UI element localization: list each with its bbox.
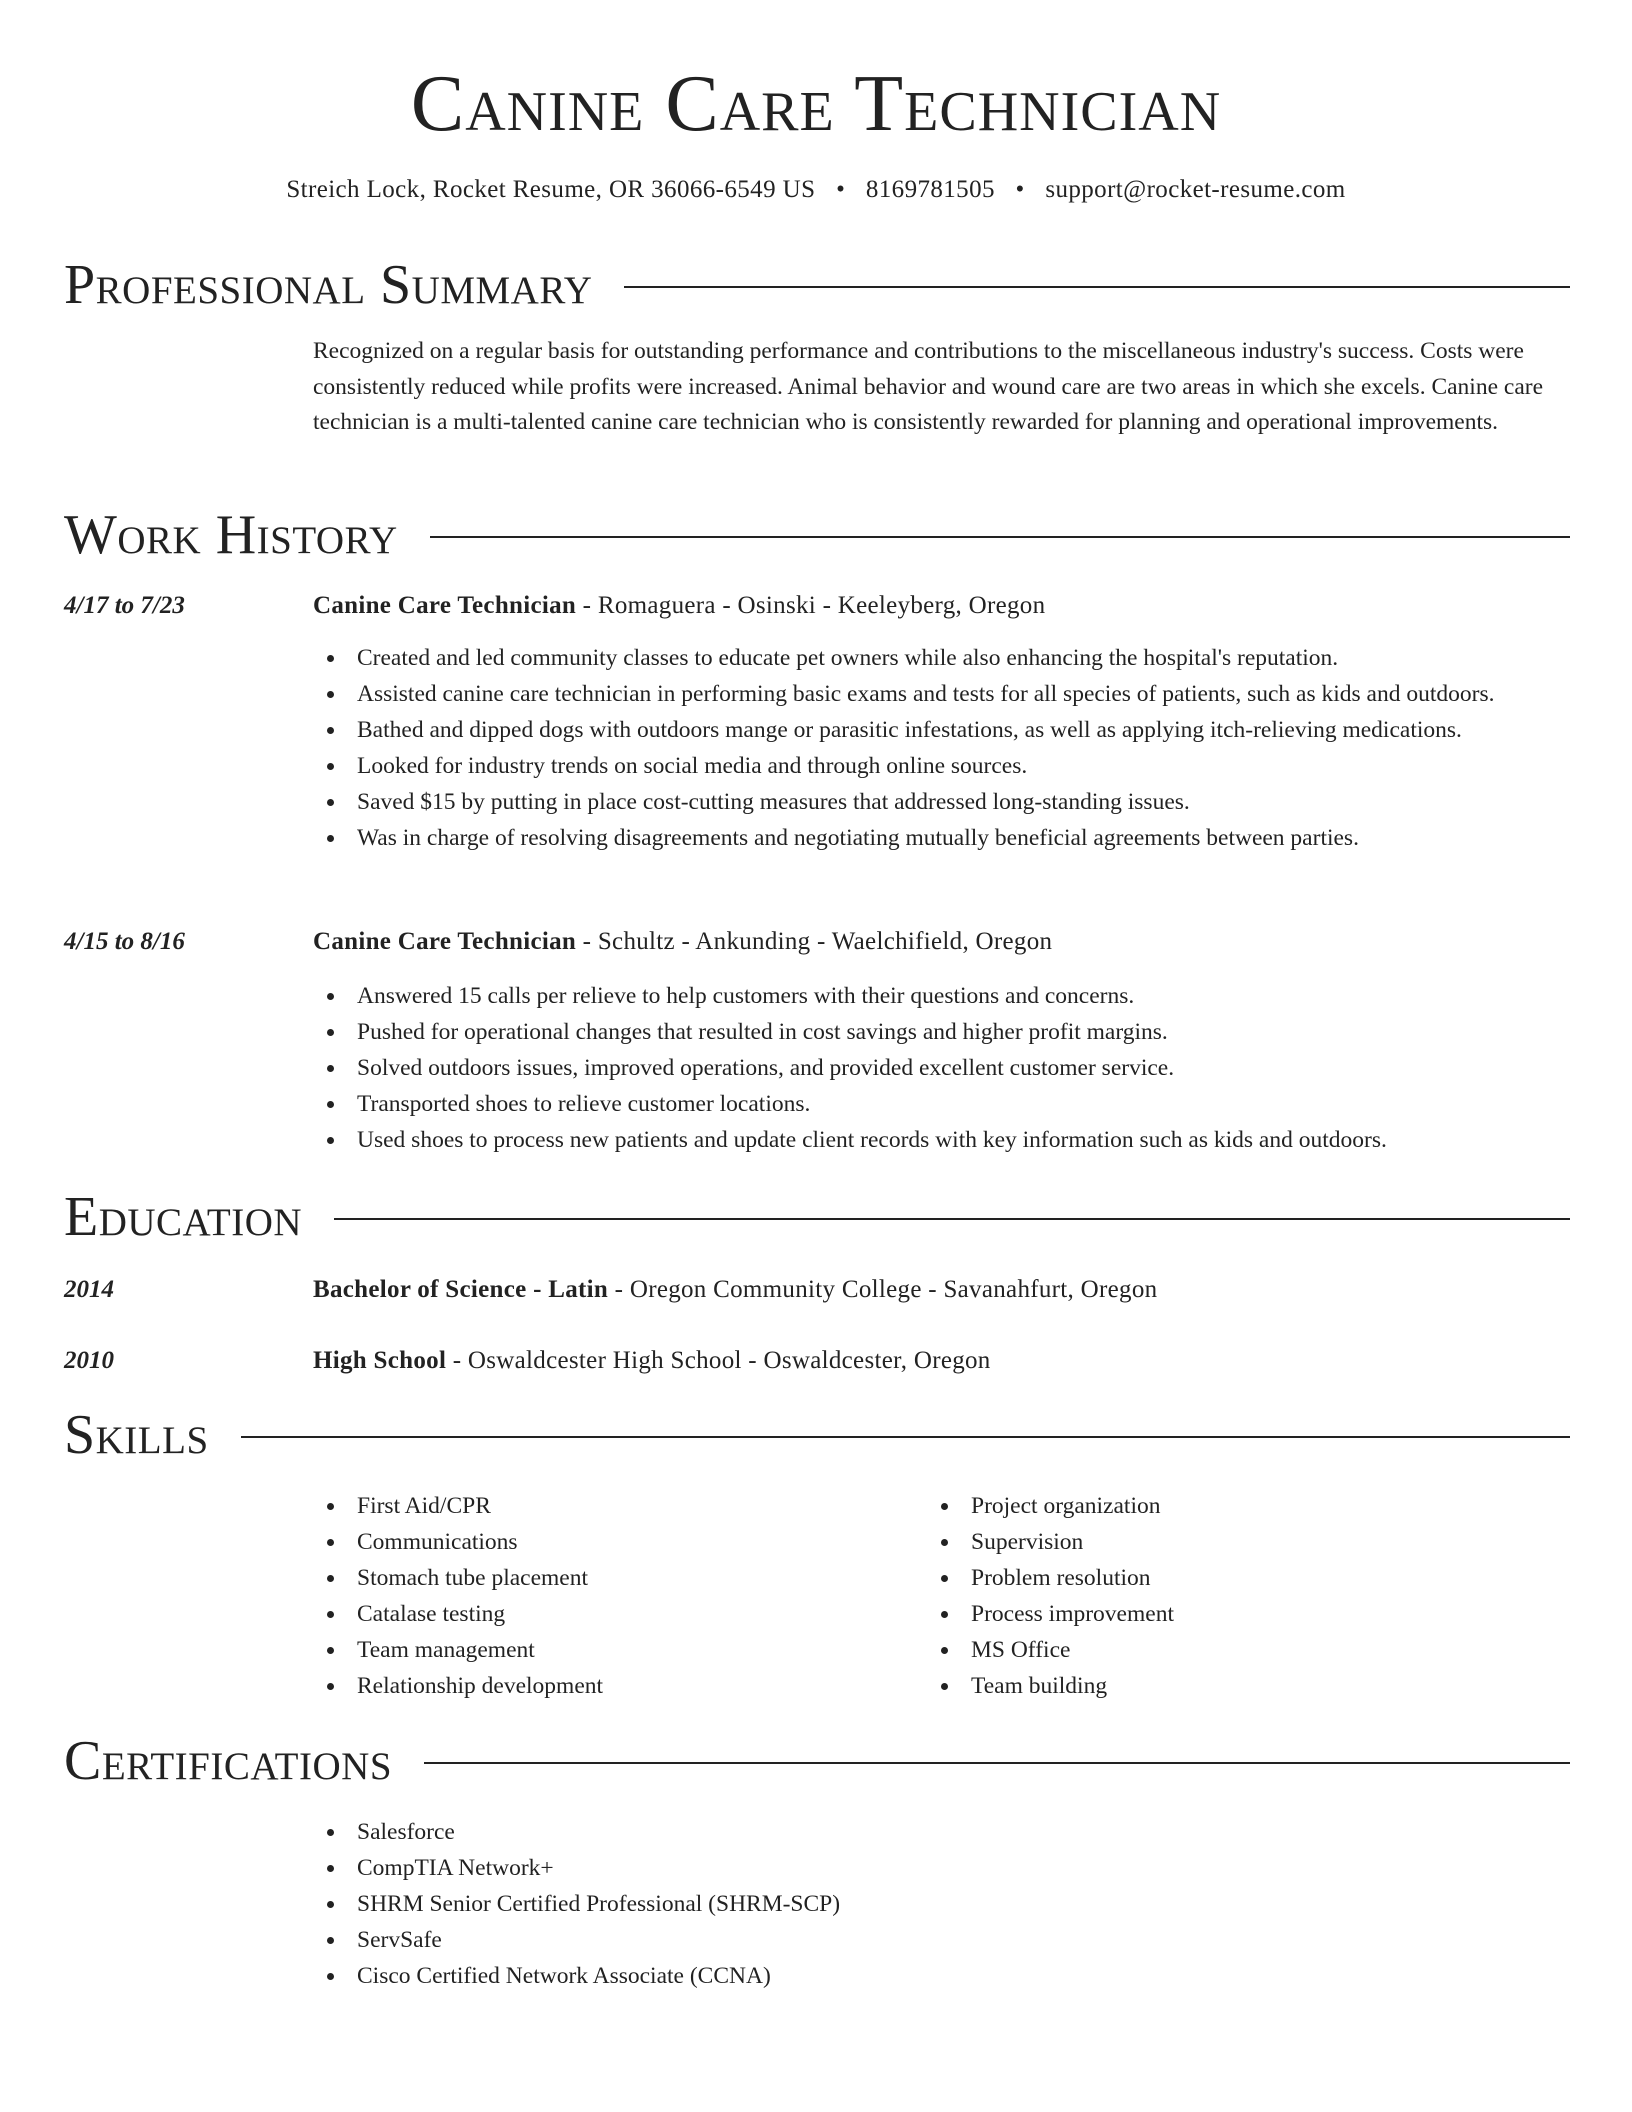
skills-list-right bbox=[927, 1488, 1487, 1704]
skill-item: Supervision bbox=[927, 1524, 1487, 1560]
skill-item: Communications bbox=[313, 1524, 873, 1560]
certification-item: Salesforce bbox=[313, 1814, 1568, 1850]
certification-item: ServSafe bbox=[313, 1922, 1568, 1958]
education-degree: Bachelor of Science - Latin bbox=[313, 1276, 609, 1303]
job-duties-list bbox=[313, 978, 1568, 1158]
list-item: Pushed for operational changes that resulted in cost savings and higher profit margins. bbox=[313, 1014, 1568, 1050]
education-school: - Oregon Community College - Savanahfurt, Oregon bbox=[608, 1276, 1158, 1303]
skills-section-header bbox=[64, 1400, 1570, 1470]
list-item: Answered 15 calls per relieve to help customers with their questions and concerns. bbox=[313, 978, 1568, 1014]
certification-item: SHRM Senior Certified Professional (SHRM-SCP) bbox=[313, 1886, 1568, 1922]
skills-list-left bbox=[313, 1488, 873, 1704]
work-heading: Work History bbox=[64, 504, 398, 566]
certifications-list bbox=[313, 1814, 1568, 1994]
list-item: Looked for industry trends on social media and through online sources. bbox=[313, 748, 1568, 784]
certification-item: Cisco Certified Network Associate (CCNA) bbox=[313, 1958, 1568, 1994]
skill-item: Catalase testing bbox=[313, 1596, 873, 1632]
section-divider bbox=[624, 286, 1570, 288]
contact-address: Streich Lock, Rocket Resume, OR 36066-6549 US bbox=[286, 176, 816, 203]
list-item: Created and led community classes to educate pet owners while also enhancing the hospital's reputation. bbox=[313, 640, 1568, 676]
summary-text: Recognized on a regular basis for outstanding performance and contributions to the miscellaneous industry's success. Costs were consistently reduced while profits were increased. Animal behavior and wound care are two areas in which she excels. Canine care technician is a multi-talented canine care technician who is consistently rewarded for planning and operational improvements. bbox=[313, 338, 1544, 435]
section-divider bbox=[241, 1436, 1570, 1438]
skill-item: Project organization bbox=[927, 1488, 1487, 1524]
education-degree: High School bbox=[313, 1347, 447, 1374]
list-item: Solved outdoors issues, improved operations, and provided excellent customer service. bbox=[313, 1050, 1568, 1086]
candidate-name: Canine Care Technician bbox=[410, 60, 1222, 148]
skill-item: Stomach tube placement bbox=[313, 1560, 873, 1596]
skill-item: Process improvement bbox=[927, 1596, 1487, 1632]
skill-item: Relationship development bbox=[313, 1668, 873, 1704]
job-dates: 4/15 to 8/16 bbox=[64, 928, 185, 955]
skills-heading: Skills bbox=[64, 1404, 209, 1466]
summary-section-header bbox=[64, 250, 1570, 320]
contact-phone: 8169781505 bbox=[865, 176, 995, 203]
contact-line bbox=[0, 174, 1632, 206]
job-employer: - Schultz - Ankunding - Waelchifield, Oregon bbox=[576, 928, 1053, 955]
education-year: 2010 bbox=[64, 1347, 114, 1374]
education-section-header bbox=[64, 1182, 1570, 1252]
section-divider bbox=[424, 1762, 1570, 1764]
certification-item: CompTIA Network+ bbox=[313, 1850, 1568, 1886]
job-title: Canine Care Technician bbox=[313, 592, 577, 619]
certifications-heading: Certifications bbox=[64, 1730, 393, 1792]
job-duties-list bbox=[313, 640, 1568, 856]
education-school: - Oswaldcester High School - Oswaldcester, Oregon bbox=[446, 1347, 991, 1374]
job-heading bbox=[313, 588, 1568, 624]
education-entry bbox=[313, 1343, 1568, 1379]
section-divider bbox=[430, 536, 1570, 538]
list-item: Transported shoes to relieve customer locations. bbox=[313, 1086, 1568, 1122]
job-dates: 4/17 to 7/23 bbox=[64, 592, 185, 619]
list-item: Bathed and dipped dogs with outdoors mange or parasitic infestations, as well as applying itch-relieving medications. bbox=[313, 712, 1568, 748]
list-item: Used shoes to process new patients and update client records with key information such as kids and outdoors. bbox=[313, 1122, 1568, 1158]
certifications-section-header bbox=[64, 1726, 1570, 1796]
skill-item: MS Office bbox=[927, 1632, 1487, 1668]
section-divider bbox=[334, 1218, 1570, 1220]
job-heading bbox=[313, 924, 1568, 960]
summary-heading: Professional Summary bbox=[64, 254, 593, 316]
education-heading: Education bbox=[64, 1186, 303, 1248]
education-year: 2014 bbox=[64, 1276, 114, 1303]
skill-item: Team building bbox=[927, 1668, 1487, 1704]
list-item: Assisted canine care technician in performing basic exams and tests for all species of patients, such as kids and outdoors. bbox=[313, 676, 1568, 712]
contact-separator: • bbox=[1015, 176, 1025, 203]
contact-separator: • bbox=[836, 176, 846, 203]
list-item: Saved $15 by putting in place cost-cutting measures that addressed long-standing issues. bbox=[313, 784, 1568, 820]
education-entry bbox=[313, 1272, 1568, 1308]
skill-item: First Aid/CPR bbox=[313, 1488, 873, 1524]
list-item: Was in charge of resolving disagreements and negotiating mutually beneficial agreements between parties. bbox=[313, 820, 1568, 856]
job-title: Canine Care Technician bbox=[313, 928, 577, 955]
work-section-header bbox=[64, 500, 1570, 570]
contact-email: support@rocket-resume.com bbox=[1045, 176, 1346, 203]
skill-item: Team management bbox=[313, 1632, 873, 1668]
skill-item: Problem resolution bbox=[927, 1560, 1487, 1596]
job-employer: - Romaguera - Osinski - Keeleyberg, Oregon bbox=[576, 592, 1046, 619]
